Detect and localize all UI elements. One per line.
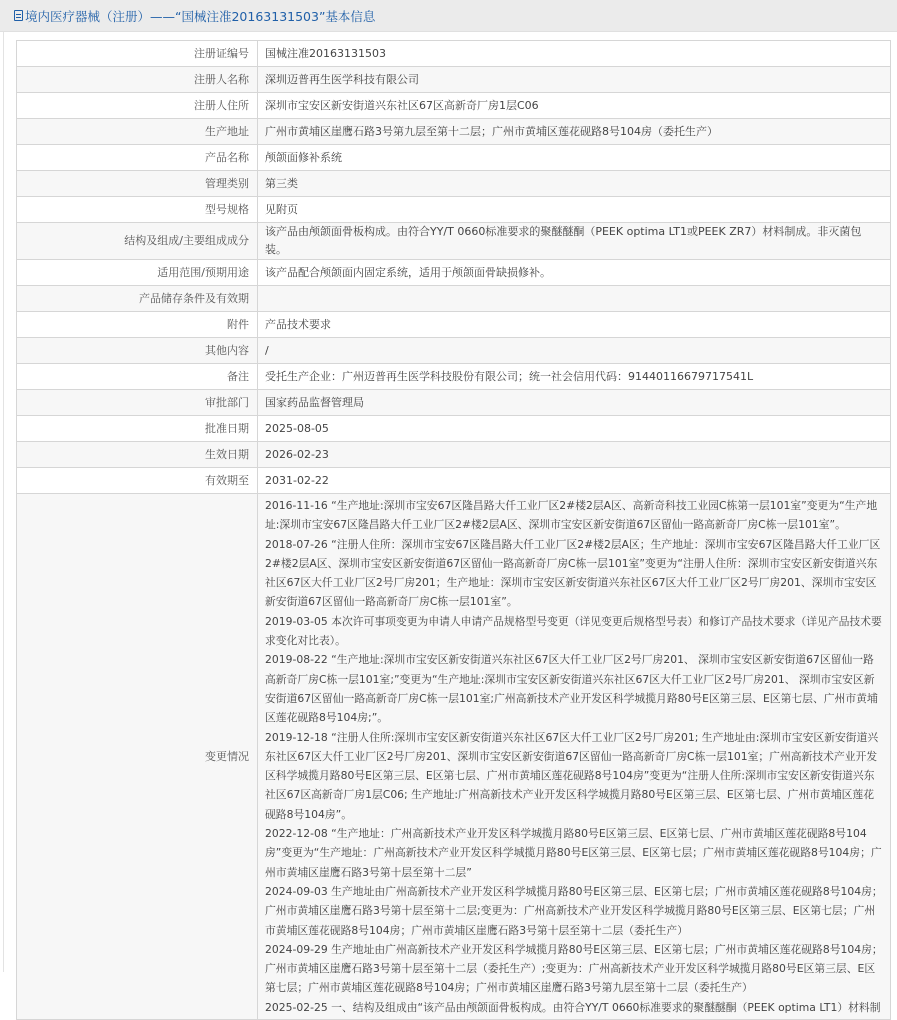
row-value: 见附页 (258, 197, 891, 223)
row-label: 结构及组成/主要组成成分 (17, 223, 258, 260)
table-row (17, 260, 891, 286)
row-value: 产品技术要求 (258, 312, 891, 338)
change-entry: 2024-09-29 生产地址由广州高新技术产业开发区科学城揽月路80号E区第三层、E区第七层；广州市黄埔区莲花砚路8号104房；广州市黄埔区崖鹰石路3号第十层至第十二层（委托生产）;变更为：广州高新技术产业开发区科学城揽月路80号E区第三层、E区第七层；广州市黄埔区莲花砚路8号104房；广州市黄埔区崖鹰石路3号第九层至第十二层（委托生产） (265, 942, 883, 995)
row-value: 国械注准20163131503 (258, 41, 891, 67)
table-row (17, 442, 891, 468)
table-row (17, 41, 891, 67)
table-row (17, 197, 891, 223)
change-entry: 2019-12-18 “注册人住所:深圳市宝安区新安街道兴东社区67区大仟工业厂区2号厂房201; 生产地址由:深圳市宝安区新安街道兴东社区67区大仟工业厂区2号厂房201、深圳市宝安区新安街道67区留仙一路高新奇厂房C栋一层101室；广州高新技术产业开发区科学城揽月路80号E区第三层、E区第七层、广州市黄埔区莲花砚路8号104房”变更为“注册人住所:深圳市宝安区新安街道兴东社区67区高新奇厂房1层C06; 生产地址:广州高新技术产业开发区科学城揽月路80号E区第三层、E区第七层、广州市黄埔区莲花砚路8号104房”。 (265, 730, 879, 821)
table-row (17, 416, 891, 442)
row-value: 2025-08-05 (258, 416, 891, 442)
change-entry: 2016-11-16 “生产地址:深圳市宝安67区隆昌路大仟工业厂区2#楼2层A区、高新奇科技工业园C栋第一层101室”变更为“生产地址:深圳市宝安67区隆昌路大仟工业厂区2#楼2层A区、深圳市宝安区新安街道67区留仙一路高新奇厂房C栋一层101室”。 (265, 499, 878, 532)
table-row (17, 364, 891, 390)
page-header (0, 0, 897, 32)
table-row (17, 390, 891, 416)
row-label: 审批部门 (17, 390, 258, 416)
changes-row (17, 494, 891, 1020)
row-value (258, 286, 891, 312)
row-value: 受托生产企业：广州迈普再生医学科技股份有限公司；统一社会信用代码：91440116679717541L (258, 364, 891, 390)
row-value: 颅颌面修补系统 (258, 145, 891, 171)
registration-info-table (16, 40, 891, 1020)
table-row (17, 145, 891, 171)
table-row (17, 171, 891, 197)
changes-label: 变更情况 (17, 494, 258, 1020)
row-value: 广州市黄埔区崖鹰石路3号第九层至第十二层；广州市黄埔区莲花砚路8号104房（委托生产） (258, 119, 891, 145)
row-value: 该产品配合颅颌面内固定系统，适用于颅颌面骨缺损修补。 (258, 260, 891, 286)
change-entry: 2022-12-08 “生产地址：广州高新技术产业开发区科学城揽月路80号E区第三层、E区第七层、广州市黄埔区莲花砚路8号104房”变更为“生产地址：广州高新技术产业开发区科学城揽月路80号E区第三层、E区第七层；广州市黄埔区莲花砚路8号104房；广州市黄埔区崖鹰石路3号第十层至第十二层” (265, 827, 882, 879)
row-label: 生产地址 (17, 119, 258, 145)
change-entry: 2019-08-22 “生产地址:深圳市宝安区新安街道兴东社区67区大仟工业厂区2号厂房201、 深圳市宝安区新安街道67区留仙一路高新奇厂房C栋一层101室;”变更为“生产地址:深圳市宝安区新安街道兴东社区67区大仟工业厂区2号厂房201、 深圳市宝安区新安街道67区留仙一路高新奇厂房C栋一层101室;广州高新技术产业开发区科学城揽月路80号E区第三层、E区第七层、广州市黄埔区莲花砚路8号104房;”。 (265, 653, 878, 725)
row-value: 第三类 (258, 171, 891, 197)
page-title: 境内医疗器械（注册）——“国械注准20163131503”基本信息 (25, 8, 376, 24)
table-row (17, 286, 891, 312)
info-panel (3, 32, 897, 1014)
document-icon (14, 10, 23, 21)
row-value: 深圳迈普再生医学科技有限公司 (258, 67, 891, 93)
row-label: 附件 (17, 312, 258, 338)
row-label: 产品名称 (17, 145, 258, 171)
row-value: / (258, 338, 891, 364)
row-label: 其他内容 (17, 338, 258, 364)
row-label: 生效日期 (17, 442, 258, 468)
table-row (17, 119, 891, 145)
table-row (17, 312, 891, 338)
row-value: 该产品由颅颌面骨板构成。由符合YY/T 0660标准要求的聚醚醚酮（PEEK optima LT1或PEEK ZR7）材料制成。非灭菌包装。 (258, 223, 891, 260)
row-label: 产品储存条件及有效期 (17, 286, 258, 312)
row-label: 批准日期 (17, 416, 258, 442)
row-label: 注册证编号 (17, 41, 258, 67)
row-label: 型号规格 (17, 197, 258, 223)
row-label: 管理类别 (17, 171, 258, 197)
change-entry: 2018-07-26 “注册人住所：深圳市宝安67区隆昌路大仟工业厂区2#楼2层A区；生产地址：深圳市宝安67区隆昌路大仟工业厂区2#楼2层A区、深圳市宝安区新安街道67区留仙一路高新奇厂房C栋一层101室”变更为“注册人住所：深圳市宝安区新安街道兴东社区67区大仟工业厂区2号厂房201；生产地址：深圳市宝安区新安街道兴东社区67区大仟工业厂区2号厂房201、深圳市宝安区新安街道67区留仙一路高新奇厂房C栋一层101室”。 (265, 537, 881, 609)
table-row (17, 468, 891, 494)
table-row (17, 338, 891, 364)
row-label: 注册人住所 (17, 93, 258, 119)
row-label: 注册人名称 (17, 67, 258, 93)
change-entry: 2024-09-03 生产地址由广州高新技术产业开发区科学城揽月路80号E区第三层、E区第七层；广州市黄埔区莲花砚路8号104房；广州市黄埔区崖鹰石路3号第十层至第十二层;变更为：广州高新技术产业开发区科学城揽月路80号E区第三层、E区第七层；广州市黄埔区莲花砚路8号104房；广州市黄埔区崖鹰石路3号第十层至第十二层（委托生产） (265, 884, 883, 937)
change-entry: 2025-02-25 一、结构及组成由“该产品由颅颌面骨板构成。由符合YY/T 0660标准要求的聚醚醚酮（PEEK optima LT1）材料制 (265, 1000, 881, 1014)
row-value: 深圳市宝安区新安街道兴东社区67区高新奇厂房1层C06 (258, 93, 891, 119)
row-label: 备注 (17, 364, 258, 390)
row-label: 适用范围/预期用途 (17, 260, 258, 286)
table-row (17, 223, 891, 260)
change-entry: 2019-03-05 本次许可事项变更为申请人申请产品规格型号变更（详见变更后规格型号表）和修订产品技术要求（详见产品技术要求变化对比表）。 (265, 614, 882, 648)
table-row (17, 67, 891, 93)
row-value: 2031-02-22 (258, 468, 891, 494)
changes-history (258, 494, 891, 1020)
row-value: 2026-02-23 (258, 442, 891, 468)
table-row (17, 93, 891, 119)
row-value: 国家药品监督管理局 (258, 390, 891, 416)
row-label: 有效期至 (17, 468, 258, 494)
